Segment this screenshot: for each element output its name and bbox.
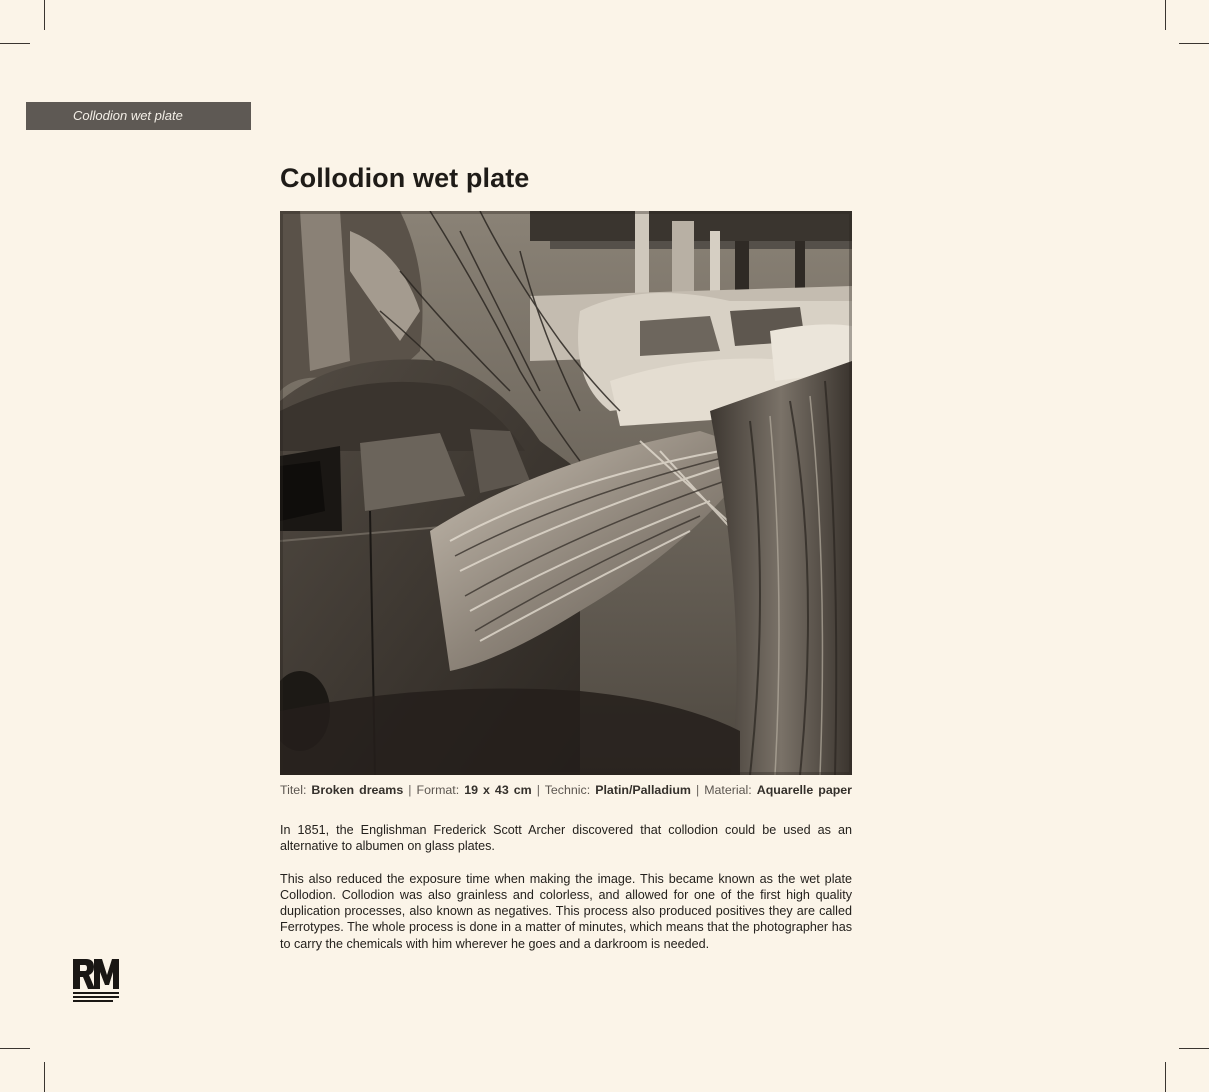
- crop-mark: [1179, 43, 1209, 44]
- caption-separator: |: [536, 783, 540, 797]
- caption-material-value: Aquarelle paper: [756, 783, 852, 797]
- body-text: [280, 822, 852, 968]
- caption-technic-value: Platin/Palladium: [595, 783, 691, 797]
- section-tab: Collodion wet plate: [26, 102, 251, 130]
- caption-separator: |: [695, 783, 700, 797]
- page-title: Collodion wet plate: [280, 163, 530, 193]
- caption-format-label: Format:: [416, 783, 460, 797]
- artwork-photo: [280, 211, 852, 775]
- paragraph: In 1851, the Englishman Frederick Scott Archer discovered that collodion could be used as an alternative to albumen on glass plates.: [280, 823, 852, 854]
- caption-material-label: Material:: [704, 783, 752, 797]
- crop-mark: [0, 43, 30, 44]
- crop-mark: [44, 1062, 45, 1092]
- caption-title-value: Broken dreams: [311, 783, 404, 797]
- crop-mark: [44, 0, 45, 30]
- rm-logo-icon: [72, 958, 120, 1004]
- caption-title-label: Titel:: [280, 783, 307, 797]
- artwork-caption: [280, 781, 852, 799]
- crop-mark: [0, 1048, 30, 1049]
- crop-mark: [1165, 1062, 1166, 1092]
- sepia-photo-icon: [280, 211, 852, 775]
- caption-technic-label: Technic:: [544, 783, 591, 797]
- paragraph: This also reduced the exposure time when making the image. This became known as the wet plate Collodion. Collodion was also grainless and colorless, and allowed for one of the first high quality duplication processes, also known as negatives. This process also produced positives they are called Ferrotypes. The whole process is done in a matter of minutes, which means that the photographer has to carry the chemicals with him wherever he goes and a darkroom is needed.: [280, 871, 852, 951]
- caption-format-value: 19 x 43 cm: [464, 783, 532, 797]
- crop-mark: [1165, 0, 1166, 30]
- caption-separator: |: [408, 783, 412, 797]
- crop-mark: [1179, 1048, 1209, 1049]
